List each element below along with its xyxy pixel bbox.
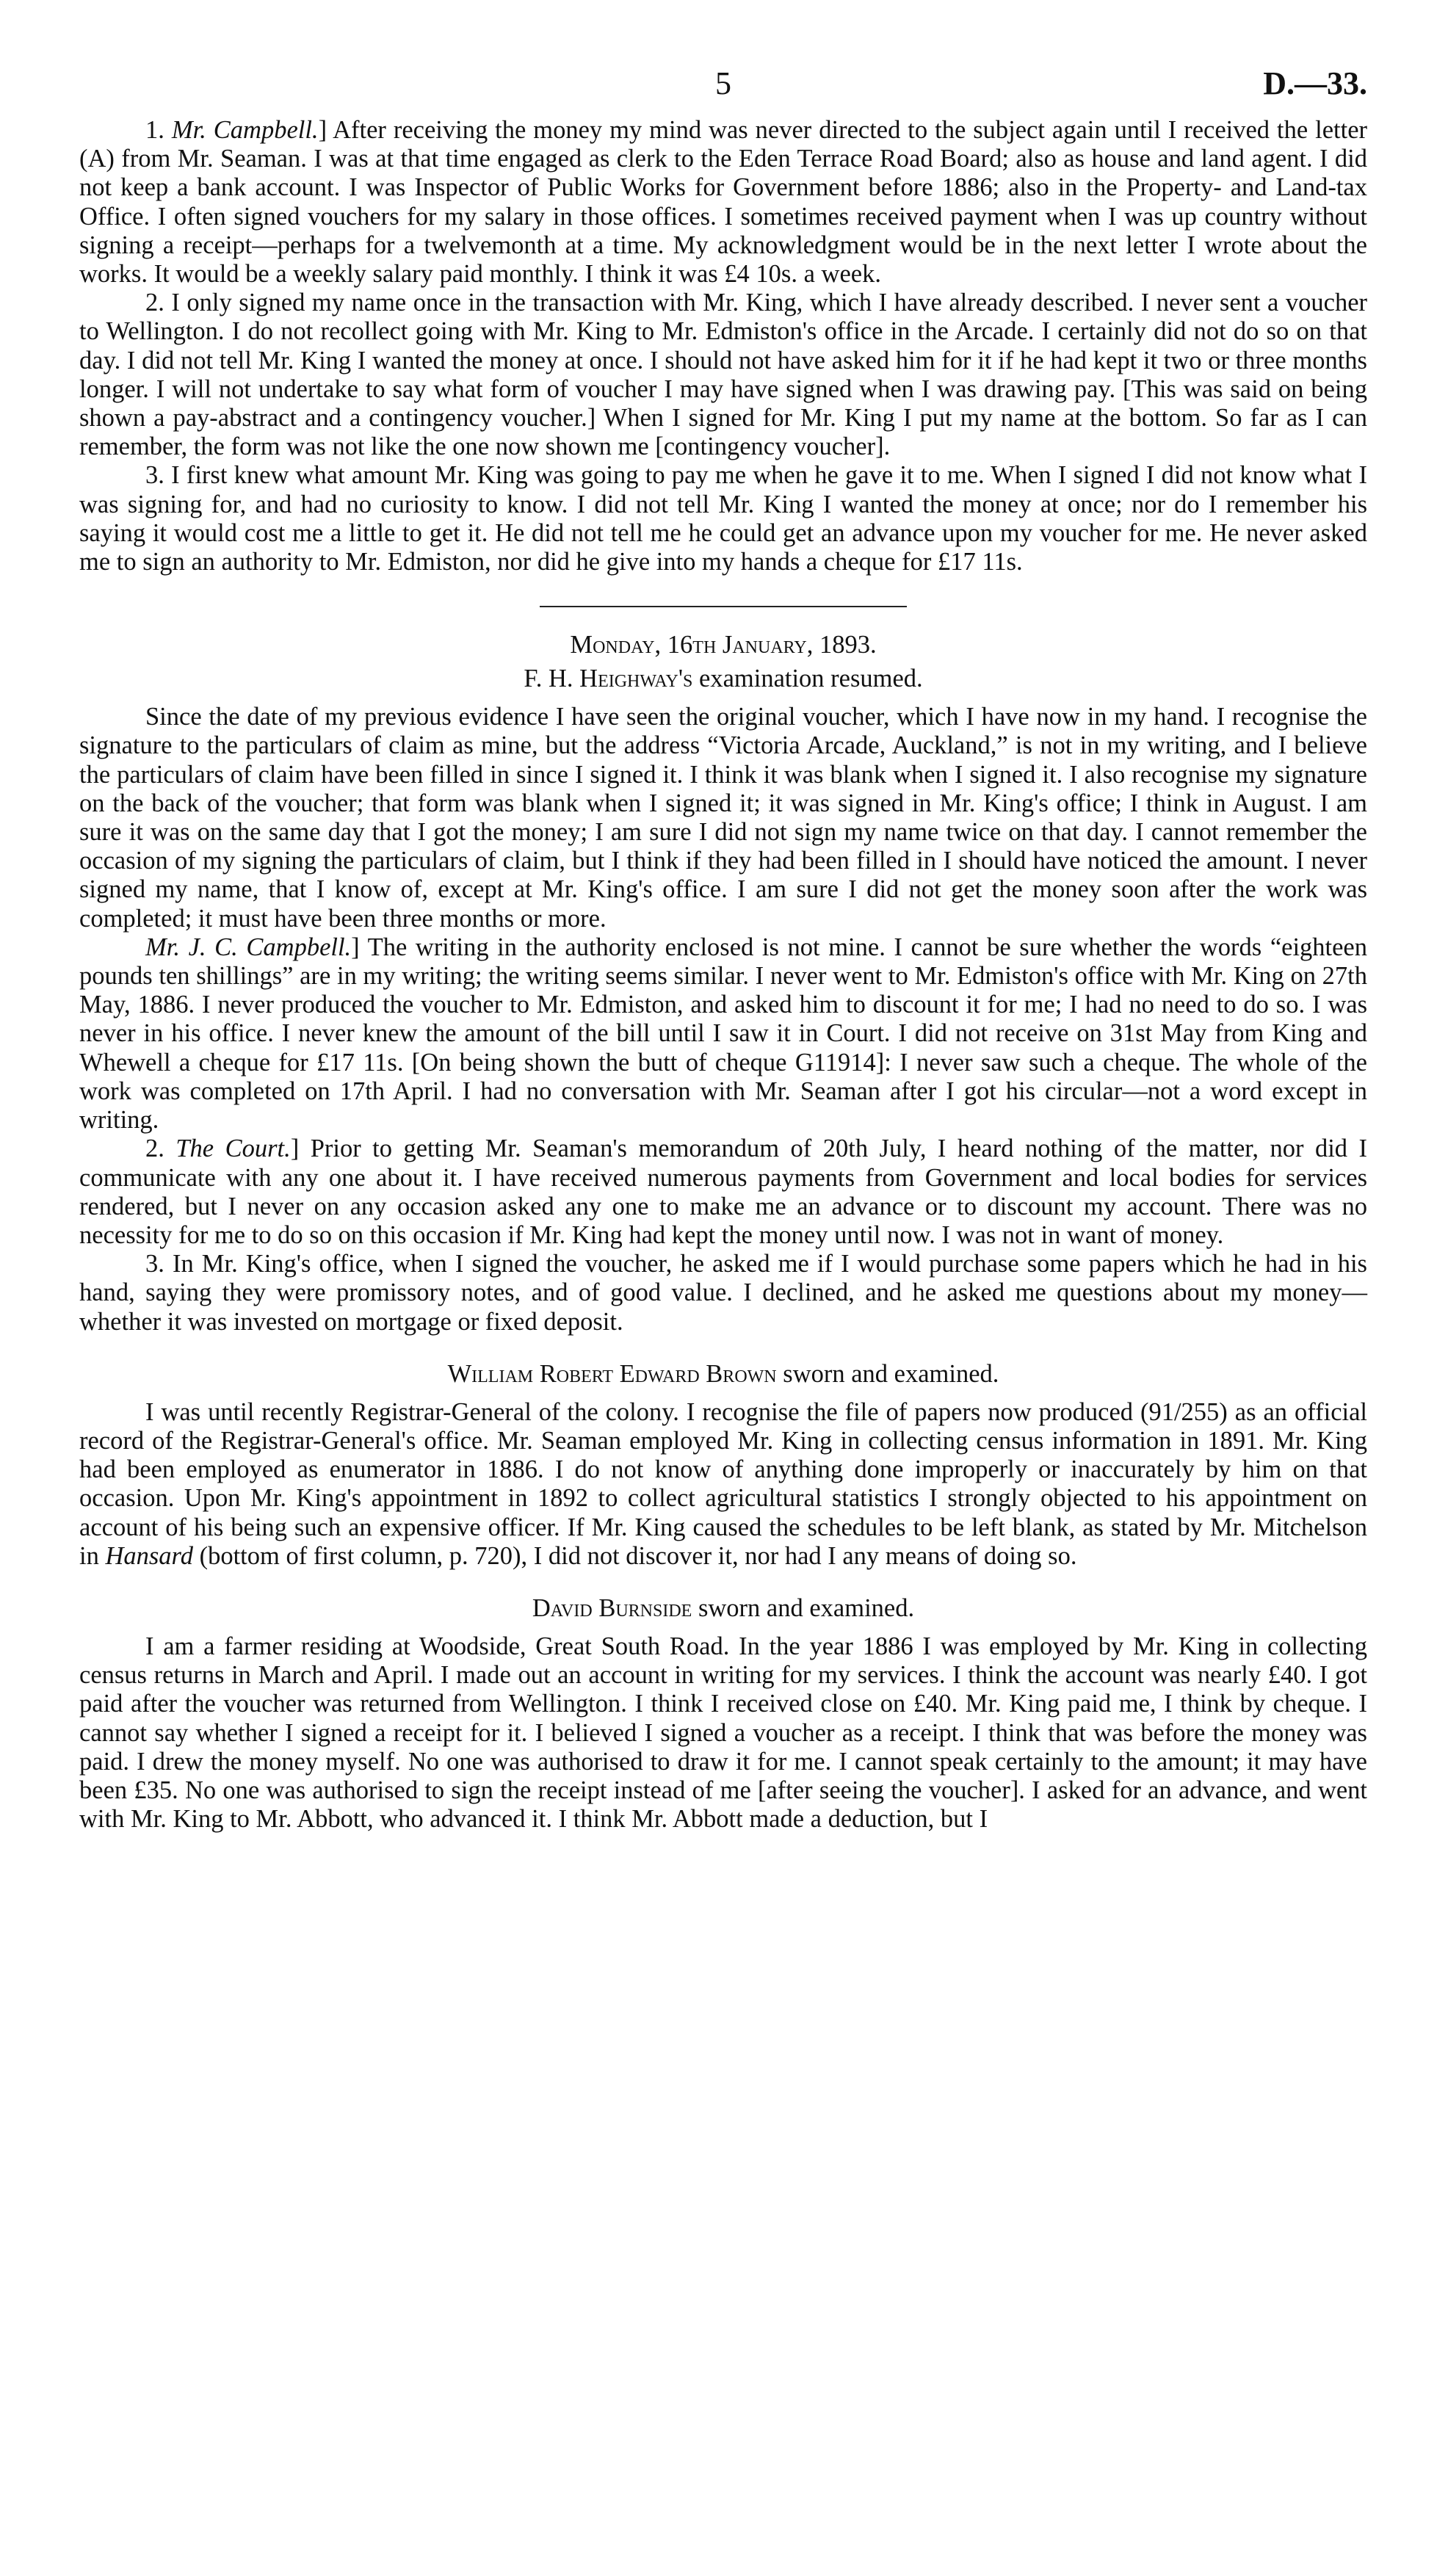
witness-heading bbox=[79, 1358, 1367, 1389]
speaker: Mr. J. C. Campbell. bbox=[145, 933, 352, 961]
section-heighway-evidence bbox=[79, 629, 1367, 1336]
witness-heading bbox=[79, 1593, 1367, 1624]
witness-name: William Robert Edward Brown bbox=[447, 1359, 777, 1388]
heading-suffix: sworn and examined. bbox=[776, 1359, 999, 1388]
section-campbell-evidence bbox=[79, 116, 1367, 576]
paragraph bbox=[79, 933, 1367, 1135]
speaker: Mr. Campbell. bbox=[171, 116, 319, 144]
paragraph: 2. I only signed my name once in the transaction with Mr. King, which I have already described. I never sent a voucher to Wellington. I do not recollect going with Mr. King to Mr. Edmiston's office in the Arcade. I certainly did not do so on that day. I did not tell Mr. King I wanted the money at once. I should not have asked him for it if he had kept it two or three months longer. I will not undertake to say what form of voucher I may have signed when I was drawing pay. [This was said on being shown a pay-abstract and a contingency voucher.] When I signed for Mr. King I put my name at the bottom. So far as I can remember, the form was not like the one now shown me [contingency voucher]. bbox=[79, 289, 1367, 461]
heading-suffix: examination resumed. bbox=[692, 665, 923, 693]
paragraph: 3. I first knew what amount Mr. King was going to pay me when he gave it to me. When I signed I did not know what I was signing for, and had no curiosity to know. I did not tell Mr. King I wanted the money at once; nor do I remember his saying it would cost me a little to get it. He did not tell me he could get an advance upon my voucher for me. He never asked me to sign an authority to Mr. Edmiston, nor did he give into my hands a cheque for £17 11s. bbox=[79, 461, 1367, 576]
witness-name: F. H. Heighway's bbox=[524, 665, 693, 693]
paragraph: 3. In Mr. King's office, when I signed the voucher, he asked me if I would purchase some papers which he had in his hand, saying they were promissory notes, and of good value. I declined, and he asked me questions about my money—whether it was invested on mortgage or fixed deposit. bbox=[79, 1250, 1367, 1336]
document-reference: D.—33. bbox=[1263, 65, 1367, 101]
publication-title: Hansard bbox=[105, 1541, 193, 1570]
document-page bbox=[79, 65, 1367, 1834]
paragraph-number: 1. bbox=[145, 116, 172, 144]
date-heading: Monday, 16th January, 1893. bbox=[570, 631, 877, 659]
speaker: The Court. bbox=[175, 1135, 291, 1163]
paragraph: Since the date of my previous evidence I have seen the original voucher, which I have now in my hand. I recognise the signature to the particulars of claim as mine, but the address “Victoria Arcade, Auckland,” is not in my writing, and I believe the particulars of claim have been filled in since I signed it. I think it was blank when I signed it. I also recognise my signature on the back of the voucher; that form was blank when I signed it; it was signed in Mr. King's office; I think in August. I am sure it was on the same day that I got the money; I am sure I did not sign my name twice on that day. I cannot remember the occasion of my signing the particulars of claim, but I think if they had been filled in I should have noticed the amount. I never signed my name, that I know of, except at Mr. King's office. I am sure I did not get the money soon after the work was completed; it must have been three months or more. bbox=[79, 703, 1367, 933]
witness-name: David Burnside bbox=[532, 1593, 692, 1622]
paragraph-text: ] After receiving the money my mind was never directed to the subject again until I received the letter (A) from Mr. Seaman. I was at that time engaged as clerk to the Eden Terrace Road Board; also as house and land agent. I did not keep a bank account. I was Inspector of Public Works for Government before 1886; also in the Property- and Land-tax Office. I often signed vouchers for my salary in those offices. I sometimes received payment when I was up country without signing a receipt—perhaps for a twelvemonth at a time. My acknowledgment would be in the next letter I wrote about the works. It would be a weekly salary paid monthly. I think it was £4 10s. a week. bbox=[79, 116, 1368, 289]
witness-heading bbox=[79, 663, 1367, 694]
paragraph-text: ] Prior to getting Mr. Seaman's memorandum of 20th July, I heard nothing of the matter, nor did I communicate with any one about it. I have received numerous payments from Government and local bodies for services rendered, but I never on any occasion asked any one to make me an advance or to discount my account. There was no necessity for me to do so on this occasion if Mr. King had kept the money until now. I was not in want of money. bbox=[79, 1135, 1368, 1249]
paragraph-text: (bottom of first column, p. 720), I did not discover it, nor had I any means of doing so. bbox=[192, 1541, 1077, 1570]
heading-suffix: sworn and examined. bbox=[692, 1593, 915, 1622]
paragraph-number: 2. bbox=[145, 1135, 176, 1163]
section-divider bbox=[540, 606, 907, 607]
page-number: 5 bbox=[715, 65, 731, 101]
section-burnside-evidence bbox=[79, 1593, 1367, 1834]
paragraph bbox=[79, 116, 1367, 289]
paragraph bbox=[79, 1398, 1367, 1571]
paragraph-text: ] The writing in the authority enclosed is not mine. I cannot be sure whether the words “eighteen pounds ten shillings” are in my writing; the writing seems similar. I never went to Mr. Edmiston's office with Mr. King on 27th May, 1886. I never produced the voucher to Mr. Edmiston, and asked him to discount it for me; I had no need to do so. I was never in his office. I never knew the amount of the bill until I saw it in Court. I did not receive on 31st May from King and Whewell a cheque for £17 11s. [On being shown the butt of cheque G11914]: I never saw such a cheque. The whole of the work was completed on 17th April. I had no conversation with Mr. Seaman after I got his circular—not a word except in writing. bbox=[79, 933, 1367, 1135]
paragraph-text: I was until recently Registrar-General of the colony. I recognise the file of papers now produced (91/255) as an official record of the Registrar-General's office. Mr. Seaman employed Mr. King in collecting census information in 1891. Mr. King had been employed as enumerator in 1886. I do not know of anything done improperly or inaccurately by him on that occasion. Upon Mr. King's appointment in 1892 to collect agricultural statistics I strongly objected to his appointment on account of his being such an expensive officer. If Mr. King caused the schedules to be left blank, as stated by Mr. Mitchelson in bbox=[79, 1397, 1367, 1570]
paragraph bbox=[79, 1135, 1367, 1250]
page-header bbox=[79, 65, 1367, 116]
section-brown-evidence bbox=[79, 1358, 1367, 1571]
paragraph: I am a farmer residing at Woodside, Great South Road. In the year 1886 I was employed by Mr. King in collecting census returns in March and April. I made out an account in writing for my services. I think the account was nearly £40. I got paid after the voucher was returned from Wellington. I think I received close on £40. Mr. King paid me, I think by cheque. I cannot say whether I signed a receipt for it. I believed I signed a voucher as a receipt. I think that was before the money was paid. I drew the money myself. No one was authorised to draw it for me. I cannot speak certainly to the amount; it may have been £35. No one was authorised to sign the receipt instead of me [after seeing the voucher]. I asked for an advance, and went with Mr. King to Mr. Abbott, who advanced it. I think Mr. Abbott made a deduction, but I bbox=[79, 1632, 1367, 1834]
